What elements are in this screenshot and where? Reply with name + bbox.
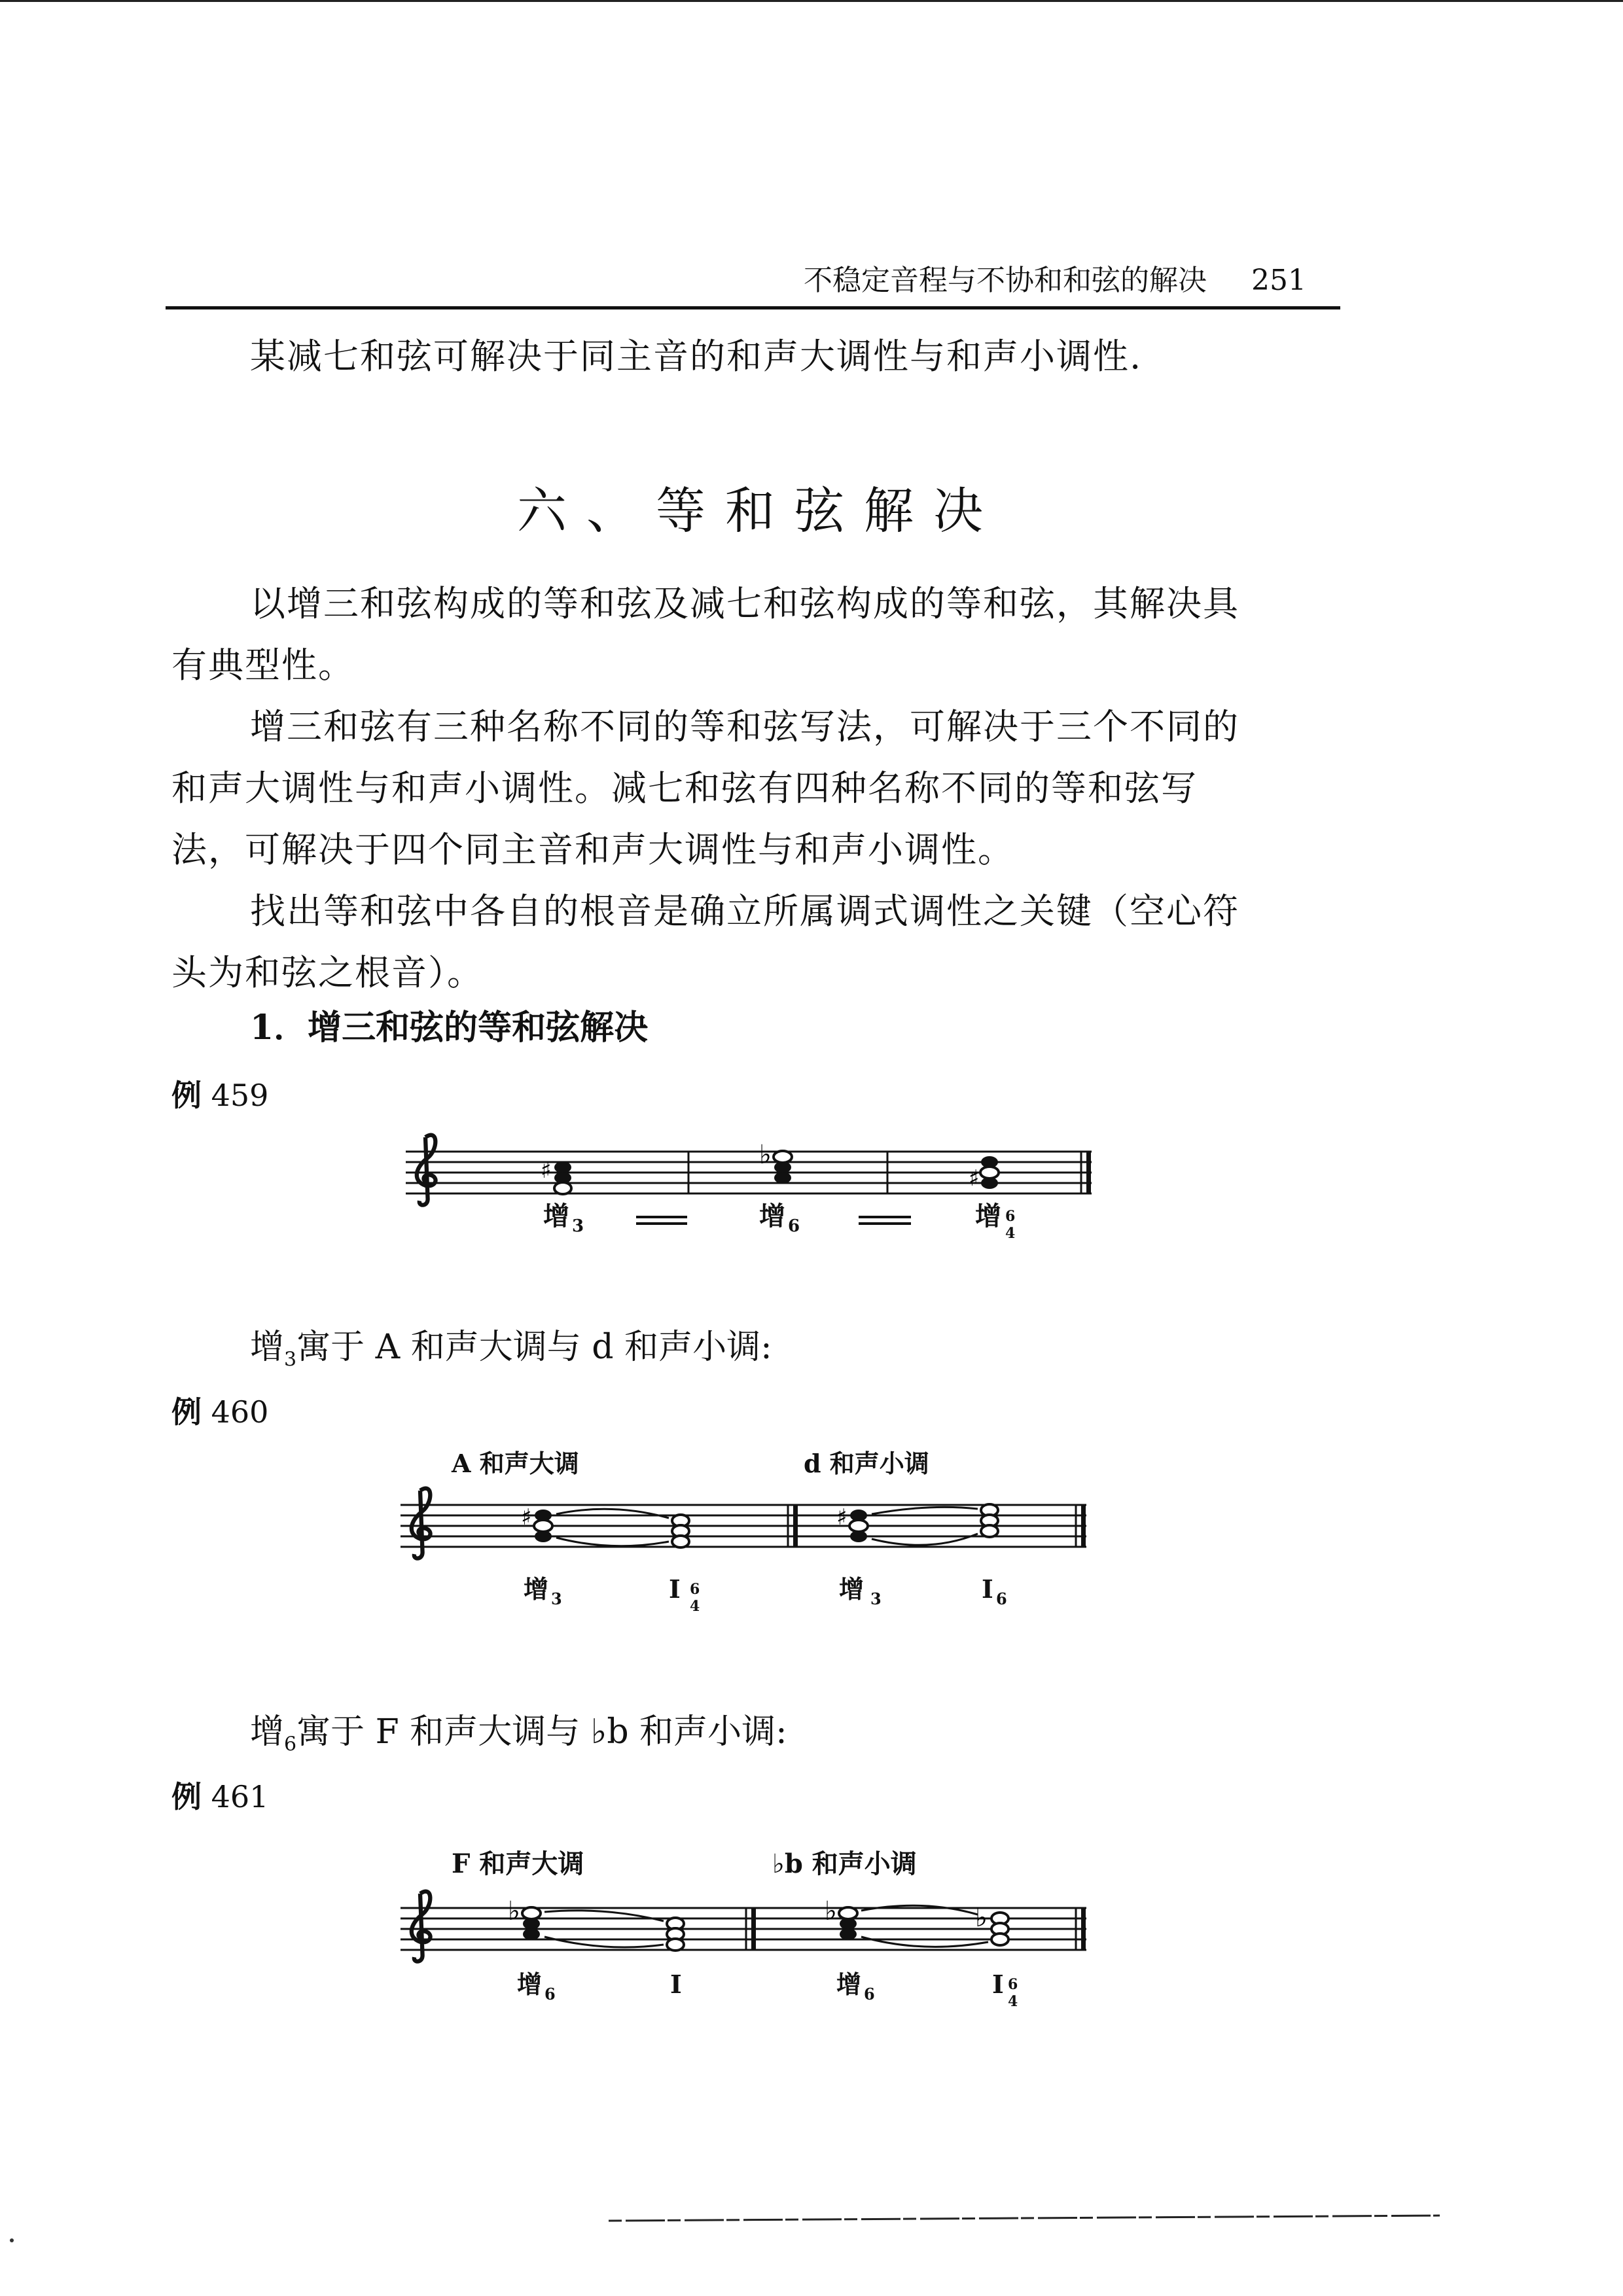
chord-label: 增 (543, 1201, 569, 1231)
paragraph-3-line-2: 头为和弦之根音）。 (171, 952, 484, 993)
page-number: 251 (1251, 264, 1306, 297)
svg-text:增: 增 (517, 1969, 543, 1999)
subsection-heading: 1．增三和弦的等和弦解决 (250, 1008, 649, 1048)
svg-text:3: 3 (870, 1589, 882, 1608)
svg-text:增: 增 (975, 1201, 1001, 1231)
svg-text:增: 增 (524, 1574, 549, 1604)
example-word: 例 (171, 1779, 202, 1814)
key-label: A 和声大调 (452, 1449, 579, 1478)
svg-text:增: 增 (759, 1201, 785, 1231)
svg-text:4: 4 (1008, 1993, 1018, 2010)
paragraph-3-line-1: 找出等和弦中各自的根音是确立所属调式调性之关键（空心符 (250, 891, 1240, 932)
svg-text:I: I (982, 1574, 993, 1604)
running-title: 不稳定音程与不协和和弦的解决 (804, 264, 1207, 297)
svg-text:3: 3 (551, 1589, 562, 1608)
svg-text:6: 6 (996, 1589, 1007, 1608)
svg-text:♭: ♭ (825, 1896, 837, 1926)
paragraph-1-line-2: 有典型性。 (171, 645, 355, 686)
svg-text:6: 6 (1005, 1208, 1016, 1225)
key-label: ♭b 和声小调 (772, 1848, 917, 1879)
example-459-staff (406, 1135, 1092, 1205)
paragraph-2-line-3: 法，可解决于四个同主音和声大调性与和声小调性。 (171, 829, 1014, 870)
chord-aug6 (759, 1140, 792, 1184)
statement-augmented-3: 增$_3$寓于 A 和声大调与 d 和声小调: (250, 1328, 772, 1371)
svg-text:6: 6 (864, 1985, 875, 2004)
key-label: F 和声大调 (452, 1848, 584, 1879)
statement-augmented-6: 增$_6$寓于 F 和声大调与 ♭b 和声小调: (250, 1712, 787, 1756)
svg-text:♯: ♯ (836, 1504, 847, 1530)
svg-text:6: 6 (788, 1216, 800, 1236)
svg-text:♭: ♭ (508, 1896, 520, 1926)
flat-sign: ♭ (590, 1712, 607, 1752)
example-word: 例 (171, 1394, 202, 1430)
svg-text:增: 增 (836, 1969, 862, 1999)
svg-text:♭: ♭ (975, 1903, 988, 1933)
svg-text:6: 6 (690, 1581, 700, 1598)
key-label: d 和声小调 (804, 1449, 929, 1478)
svg-text:I: I (992, 1969, 1004, 1999)
svg-text:♯: ♯ (521, 1504, 532, 1530)
svg-text:4: 4 (1005, 1225, 1016, 1242)
intro-line: 某减七和弦可解决于同主音的和声大调性与和声小调性. (250, 336, 1143, 377)
paragraph-2-line-2: 和声大调性与和声小调性。减七和弦有四种名称不同的等和弦写 (171, 768, 1198, 809)
svg-text:6: 6 (544, 1985, 556, 2004)
example-460-staff (401, 1489, 1086, 1559)
example-number: 461 (211, 1779, 269, 1814)
example-number: 459 (211, 1078, 269, 1113)
svg-text:I: I (670, 1969, 682, 1999)
example-461-staff (401, 1892, 1086, 1962)
paragraph-2-line-1: 增三和弦有三种名称不同的等和弦写法，可解决于三个不同的 (250, 706, 1240, 747)
example-word: 例 (171, 1078, 202, 1113)
paragraph-1-line-1: 以增三和弦构成的等和弦及减七和弦构成的等和弦，其解决具 (250, 583, 1240, 624)
svg-text:4: 4 (690, 1598, 700, 1615)
svg-text:6: 6 (1008, 1976, 1018, 1993)
svg-text:3: 3 (572, 1216, 584, 1236)
svg-text:增: 增 (839, 1574, 865, 1604)
example-number: 460 (211, 1394, 269, 1430)
section-title: 六、等和弦解决 (517, 482, 1003, 540)
scan-artifacts (10, 2216, 1440, 2242)
svg-text:♯: ♯ (541, 1157, 552, 1184)
svg-text:I: I (669, 1574, 681, 1604)
svg-text:♯: ♯ (969, 1165, 980, 1192)
svg-text:♭: ♭ (759, 1140, 772, 1170)
